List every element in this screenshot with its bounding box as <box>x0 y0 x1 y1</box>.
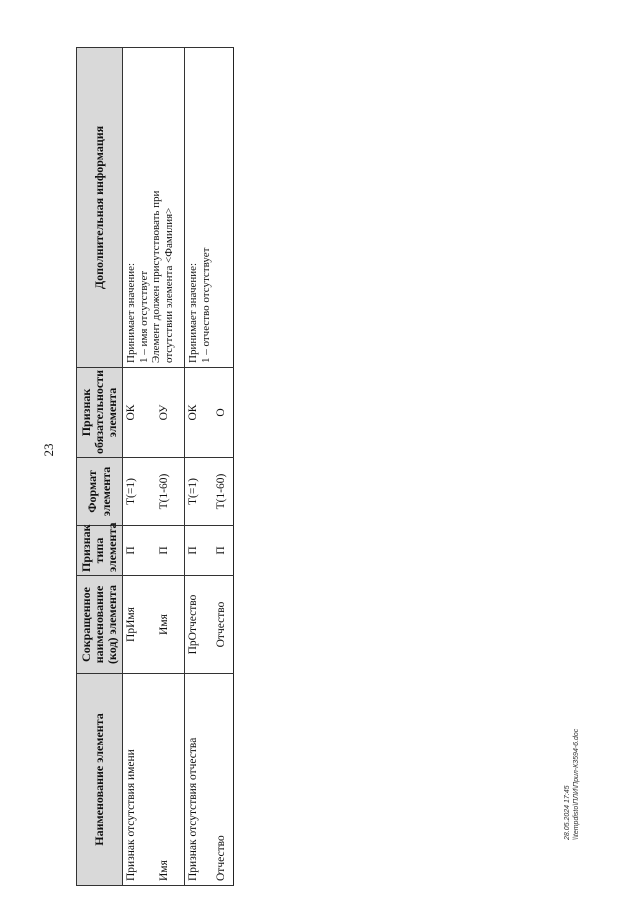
cell-code: ПрИмя <box>123 576 148 674</box>
header-element-code: Сокращенное наименование (код) элемента <box>77 576 123 674</box>
rotated-table-container <box>76 48 234 886</box>
footer-timestamp: 28.05.2024 17:45 <box>564 785 571 840</box>
extra-line: Принимает значение: <box>125 262 137 363</box>
header-element-format: Формат элемента <box>77 458 123 526</box>
header-element-required: Признак обязательности элемента <box>77 368 123 458</box>
element-spec-table <box>76 47 234 886</box>
extra-line: Принимает значение: <box>187 262 200 363</box>
page-number: 23 <box>41 443 56 457</box>
header-element-type: Признак типа элемента <box>77 526 123 576</box>
extra-line: Элемент должен присутствовать при <box>150 190 163 363</box>
cell-extra-info <box>185 48 234 368</box>
header-extra-info: Дополнительная информация <box>77 48 123 368</box>
cell-name: Признак отсутствия отчества <box>185 674 205 886</box>
cell-code: Отчество <box>205 576 234 674</box>
cell-type: П <box>205 526 234 576</box>
footer-file-path: \\tempdisto\ПЛИ\Прил-К3594-6.doc <box>573 728 581 840</box>
cell-code: ПрОтчество <box>185 576 205 674</box>
cell-required: ОК <box>185 368 205 458</box>
extra-line: отсутствии элемента <Фамилия> <box>162 207 175 363</box>
table-header-row <box>77 48 123 886</box>
cell-required: ОК <box>123 368 148 458</box>
cell-format: T(=1) <box>185 458 205 526</box>
cell-format: T(=1) <box>123 458 148 526</box>
header-element-name: Наименование элемента <box>77 674 123 886</box>
cell-required: ОУ <box>148 368 185 458</box>
cell-name: Признак отсутствия имени <box>123 674 148 886</box>
cell-type: П <box>148 526 185 576</box>
cell-format: T(1-60) <box>148 458 185 526</box>
cell-extra-info <box>123 48 185 368</box>
cell-code: Имя <box>148 576 185 674</box>
table-row <box>185 48 205 886</box>
cell-required: О <box>205 368 234 458</box>
cell-name: Имя <box>148 674 185 886</box>
document-footer <box>563 650 593 840</box>
extra-line: 1 – отчество отсутствует <box>199 247 212 363</box>
cell-name: Отчество <box>205 674 234 886</box>
cell-type: П <box>185 526 205 576</box>
table-row <box>123 48 148 886</box>
cell-format: T(1-60) <box>205 458 234 526</box>
extra-line: 1 – имя отсутствует <box>137 270 150 363</box>
cell-type: П <box>123 526 148 576</box>
